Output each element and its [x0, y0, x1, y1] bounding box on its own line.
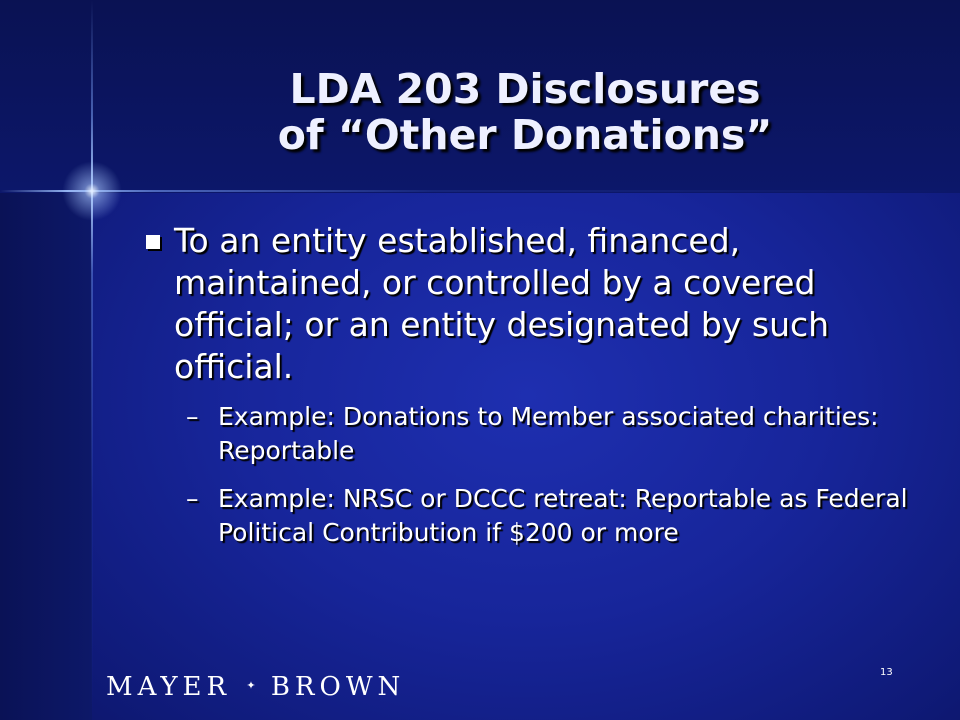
dash-icon: – [186, 402, 199, 431]
slide-content [140, 220, 940, 550]
slide-title [120, 66, 930, 158]
title-line-2: of “Other Donations” [277, 111, 773, 159]
lens-flare-horizontal [0, 190, 960, 192]
square-bullet-icon [146, 235, 160, 249]
title-line-1: LDA 203 Disclosures [289, 65, 761, 113]
logo-separator-icon: ✦ [246, 679, 256, 692]
main-bullet-text: To an entity established, financed, maintained, or controlled by a covered official; or an entity designated by such official. [174, 221, 830, 386]
main-bullet [140, 220, 940, 388]
sub-bullet-1 [140, 400, 940, 468]
sub-bullet-2 [140, 482, 940, 550]
sub-bullet-2-text: Example: NRSC or DCCC retreat: Reportable as Federal Political Contribution if $200 or more [218, 484, 908, 547]
logo-left-word: MAYER [106, 672, 232, 702]
sub-bullet-1-text: Example: Donations to Member associated charities: Reportable [218, 402, 879, 465]
logo-right-word: BROWN [270, 672, 406, 702]
lens-flare-vertical [91, 0, 93, 720]
page-number: 13 [880, 667, 893, 678]
lens-flare-glow [62, 161, 122, 221]
mayer-brown-logo [106, 672, 405, 702]
dash-icon: – [186, 484, 199, 513]
